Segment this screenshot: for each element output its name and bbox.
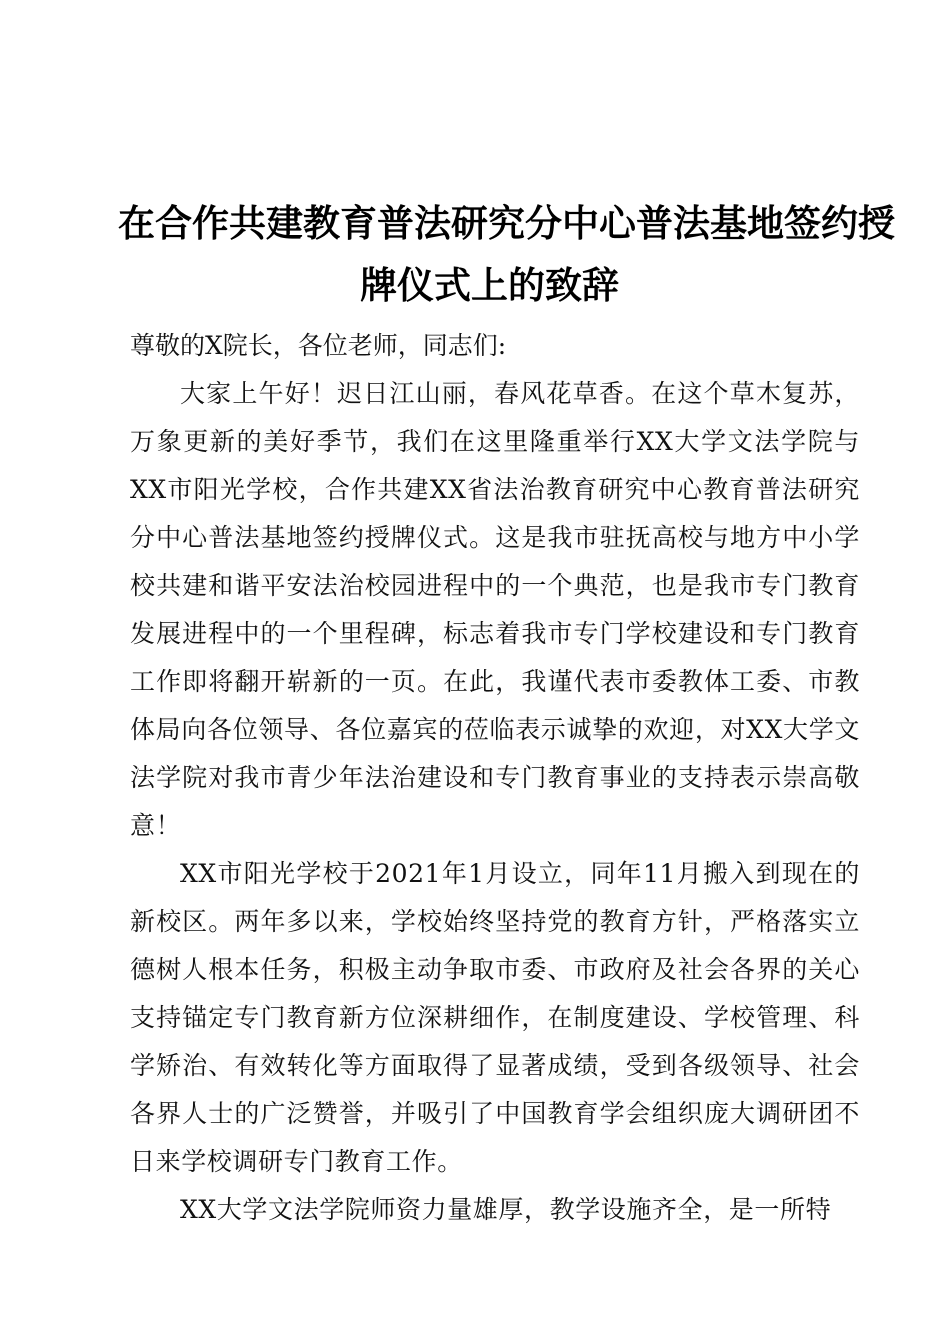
paragraph-1: 大家上午好！迟日江山丽，春风花草香。在这个草木复苏，万象更新的美好季节，我们在这里隆重举行XX大学文法学院与XX市阳光学校，合作共建XX省法治教育研究中心教育普法研究分中心普法基地签约授牌仪式。这是我市驻抚高校与地方中小学校共建和谐平安法治校园进程中的一个典范，也是我市专门教育发展进程中的一个里程碑，标志着我市专门学校建设和专门教育工作即将翻开崭新的一页。在此，我谨代表市委教体工委、市教体局向各位领导、各位嘉宾的莅临表示诚挚的欢迎，对XX大学文法学院对我市青少年法治建设和专门教育事业的支持表示崇高敬意！	[130, 379, 860, 840]
document-body	[130, 322, 860, 1234]
salutation: 尊敬的X院长，各位老师，同志们:	[130, 331, 507, 360]
document-title	[118, 192, 895, 316]
title-line-2: 牌仪式上的致辞	[360, 263, 619, 307]
title-line-1: 在合作共建教育普法研究分中心普法基地签约授	[118, 201, 895, 245]
paragraph-3: XX大学文法学院师资力量雄厚，教学设施齐全，是一所特	[180, 1195, 832, 1224]
paragraph-2: XX市阳光学校于2021年1月设立，同年11月搬入到现在的新校区。两年多以来，学校始终坚持党的教育方针，严格落实立德树人根本任务，积极主动争取市委、市政府及社会各界的关心支持锚定专门教育新方位深耕细作，在制度建设、学校管理、科学矫治、有效转化等方面取得了显著成绩，受到各级领导、社会各界人士的广泛赞誉，并吸引了中国教育学会组织庞大调研团不日来学校调研专门教育工作。	[130, 859, 860, 1176]
